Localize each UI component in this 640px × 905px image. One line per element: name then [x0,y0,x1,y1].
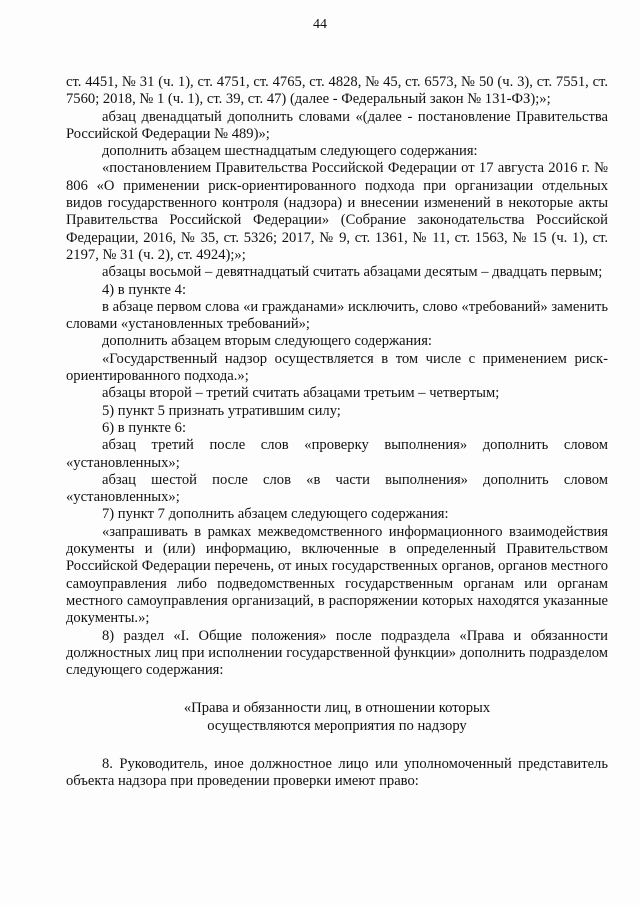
page-number: 44 [313,17,327,32]
paragraph-6: 4) в пункте 4: [102,281,187,298]
paragraph-5: абзацы восьмой – девятнадцатый считать абзацами десятым – двадцать первым; [102,264,603,281]
paragraph-3: дополнить абзацем шестнадцатым следующего содержания: [102,143,478,160]
paragraph-8: дополнить абзацем вторым следующего содержания: [102,333,432,350]
paragraph-2: абзац двенадцатый дополнить словами «(далее - постановление Правительства Российской Федерации № 489)»; [66,108,608,142]
subsection-heading-line-2: осуществляются мероприятия по надзору [207,717,467,734]
paragraph-15: 7) пункт 7 дополнить абзацем следующего содержания: [102,506,449,523]
paragraph-4: «постановлением Правительства Российской Федерации от 17 августа 2016 г. № 806 «О применении риск-ориентированного подхода при организации отдельных видов государственного контроля (надзора) и внесении изменений в некоторые акты Правительства Российской Федерации» (Собрание законодательства Российской Федерации, 2016, № 35, ст. 5326; 2017, № 9, ст. 1361, № 11, ст. 1563, № 15 (ч. 1), ст. 2197, № 31 (ч. 2), ст. 4924);»; [66,160,608,263]
paragraph-17: 8) раздел «I. Общие положения» после подраздела «Права и обязанности должностных лиц при исполнении государственной функции» дополнить подразделом следующего содержания: [66,627,608,679]
paragraph-16: «запрашивать в рамках межведомственного информационного взаимодействия документы и (или) информацию, включенные в определенный Правительством Российской Федерации перечень, от иных государственных органов, органов местного самоуправления либо подведомственных государственным органам или органам местного самоуправления организаций, в распоряжении которых находятся указанные документы.»; [66,523,608,627]
paragraph-13: абзац третий после слов «проверку выполнения» дополнить словом «установленных»; [66,437,608,471]
paragraph-11: 5) пункт 5 признать утратившим силу; [102,402,341,419]
paragraph-7: в абзаце первом слова «и гражданами» исключить, слово «требований» заменить словами «установленных требований»; [66,298,608,333]
paragraph-final: 8. Руководитель, иное должностное лицо или уполномоченный представитель объекта надзора при проведении проверки имеют право: [66,755,608,790]
subsection-heading [66,700,608,735]
document-body [66,74,608,791]
paragraph-14: абзац шестой после слов «в части выполнения» дополнить словом «установленных»; [66,471,608,506]
paragraph-12: 6) в пункте 6: [102,419,187,436]
paragraph-1: ст. 4451, № 31 (ч. 1), ст. 4751, ст. 4765, ст. 4828, № 45, ст. 6573, № 50 (ч. 3), ст. 7551, ст. 7560; 2018, № 1 (ч. 1), ст. 39, ст. 47) (далее - Федеральный закон № 131-ФЗ);»; [66,74,608,108]
paragraph-9: «Государственный надзор осуществляется в том числе с применением риск-ориентированного подхода.»; [66,350,608,385]
subsection-heading-line-1: «Права и обязанности лиц, в отношении которых [183,700,491,717]
paragraph-10: абзацы второй – третий считать абзацами третьим – четвертым; [102,385,500,402]
